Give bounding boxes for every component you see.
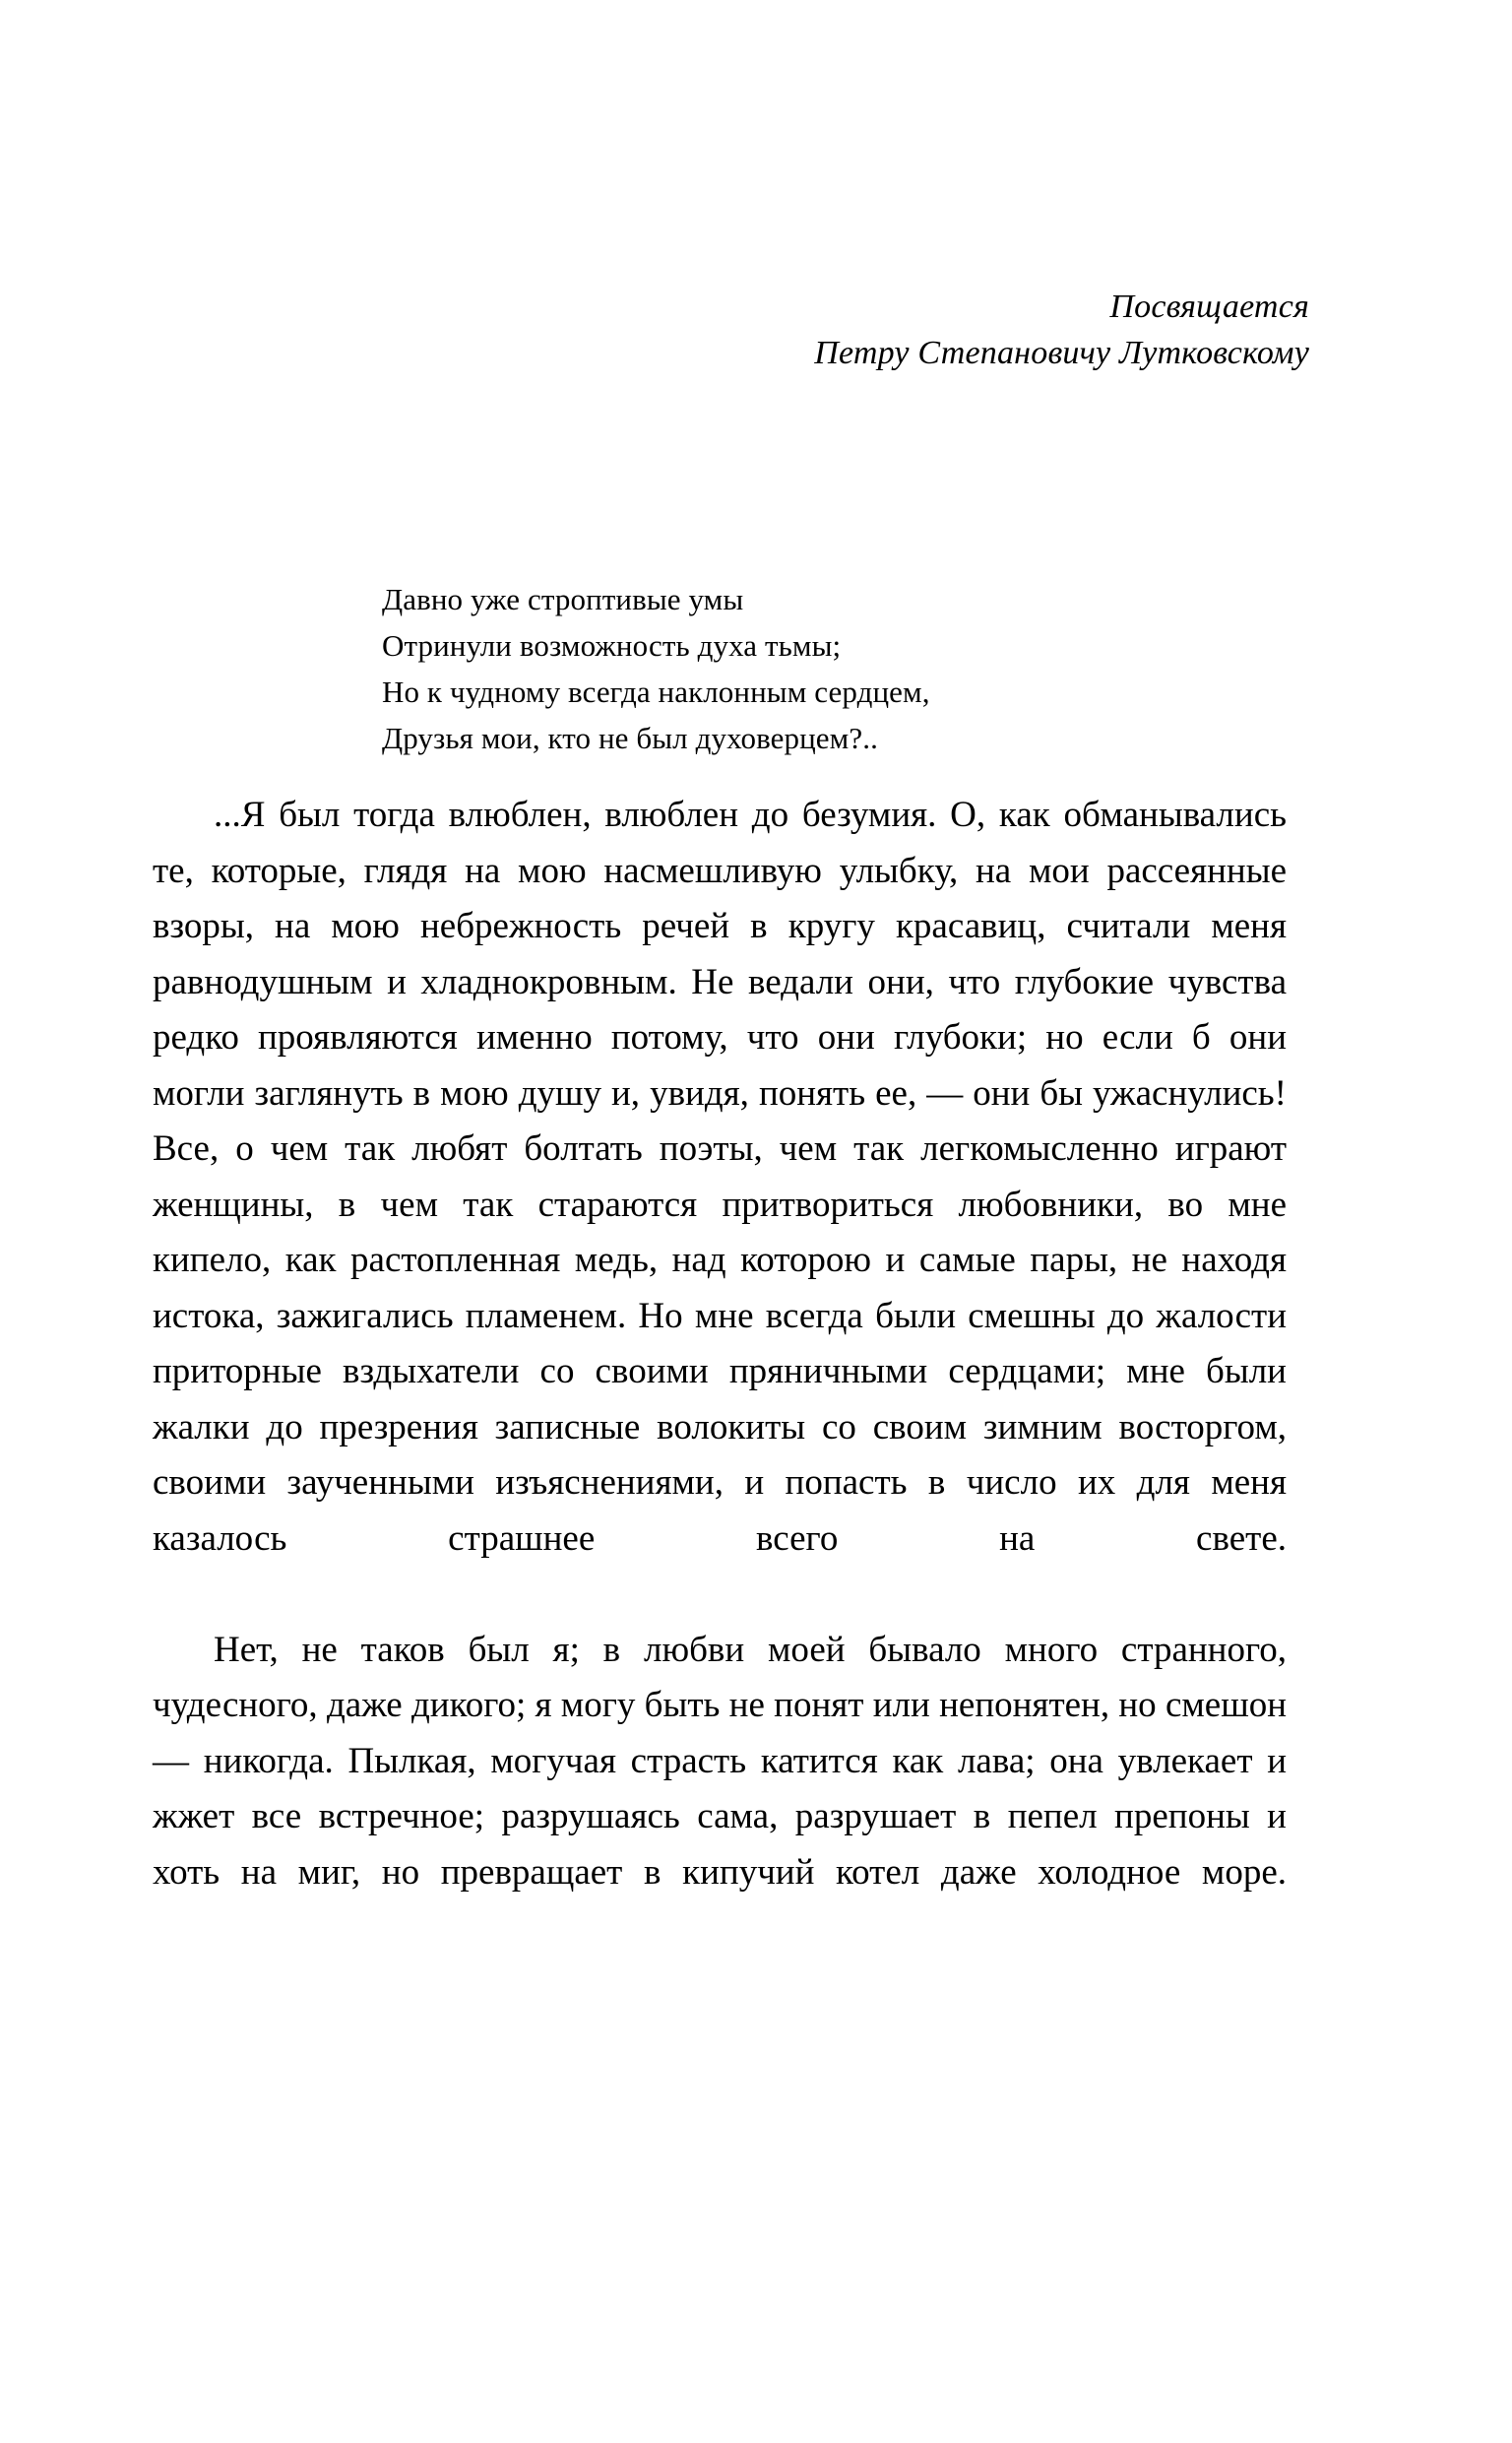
body-paragraph-2: Нет, не таков был я; в любви моей бывало много странного, чудесного, даже дикого; я могу быть не понят или непонятен, но смешон — никогда. Пылкая, могучая страсть катится как лава; она увлекает и жжет все встречное; разрушаясь сама, разрушает в пепел препоны и хоть на миг, но превращает в кипучий котел даже холодное море. xyxy=(153,1629,1287,1893)
epigraph-block xyxy=(382,576,930,761)
dedication-line-2: Петру Степановичу Лутковскому xyxy=(814,335,1309,371)
dedication-line-1: Посвящается xyxy=(1109,289,1309,325)
epigraph-line-2: Отринули возможность духа тьмы; xyxy=(382,628,842,663)
epigraph-line-4: Друзья мои, кто не был духоверцем?.. xyxy=(382,721,878,755)
body-text-block xyxy=(153,788,1287,1957)
epigraph-line-1: Давно уже строптивые умы xyxy=(382,582,744,616)
epigraph-line-3: Но к чудному всегда наклонным сердцем, xyxy=(382,675,930,709)
dedication-block xyxy=(153,284,1309,376)
body-paragraph-1: ...Я был тогда влюблен, влюблен до безумия. О, как обманывались те, которые, глядя на мою насмешливую улыбку, на мои рассеянные взоры, на мою небрежность речей в кругу красавиц, считали меня равнодушным и хладнокровным. Не ведали они, что глубокие чувства редко проявляются именно потому, что они глубоки; но если б они могли заглянуть в мою душу и, увидя, понять ее, — они бы ужаснулись! Все, о чем так любят болтать поэты, чем так легкомысленно играют женщины, в чем так стараются притвориться любовники, во мне кипело, как растопленная медь, над которою и самые пары, не находя истока, зажигались пламенем. Но мне всегда были смешны до жалости приторные вздыхатели со своими пряничными сердцами; мне были жалки до презрения записные волокиты со своим зимним восторгом, своими заученными изъяснениями, и попасть в число их для меня казалось страшнее всего на свете. xyxy=(153,795,1287,1559)
